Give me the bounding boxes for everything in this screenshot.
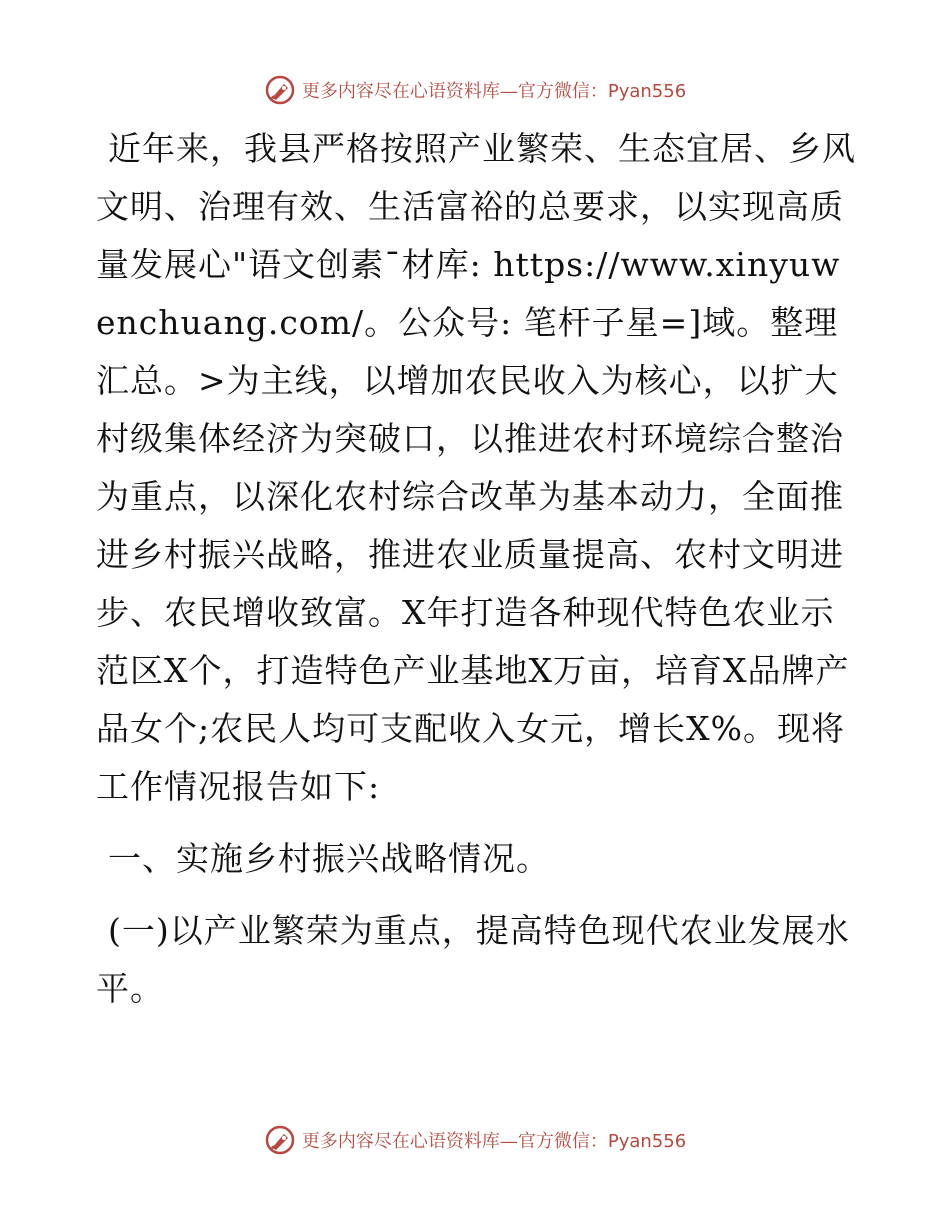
header-official-label: 官方微信： xyxy=(517,81,608,102)
footer-official-label: 官方微信： xyxy=(517,1131,608,1152)
header-site-text: 更多内容尽在心语资料库 xyxy=(301,81,500,102)
header-banner xyxy=(0,70,950,110)
header-banner-text xyxy=(302,77,686,103)
footer-banner-text xyxy=(302,1127,686,1153)
footer-site-text: 更多内容尽在心语资料库 xyxy=(301,1131,500,1152)
pen-nib-icon xyxy=(264,74,296,106)
header-handle: Pyan556 xyxy=(607,81,687,102)
section-heading-2: (一)以产业繁荣为重点，提高特色现代农业发展水平。 xyxy=(96,911,850,1008)
footer-banner xyxy=(0,1120,950,1160)
header-separator: — xyxy=(499,81,518,102)
pen-nib-icon xyxy=(264,1124,296,1156)
footer-handle: Pyan556 xyxy=(607,1131,687,1152)
footer-separator: — xyxy=(499,1131,518,1152)
section-heading-1: 一、实施乡村振兴战略情况。 xyxy=(108,839,550,878)
document-body xyxy=(96,120,856,1018)
body-paragraph: 近年来，我县严格按照产业繁荣、生态宜居、乡风文明、治理有效、生活富裕的总要求，以实现高质量发展心"语文创素¯材库: https://www.xinyuwenchuang.com/。公众号: 笔杆子星=]域。整理汇总。>为主线，以增加农民收入为核心，以扩大村级集体经济为突破口，以推进农村环境综合整治为重点，以深化农村综合改革为基本动力，全面推进乡村振兴战略，推进农业质量提高、农村文明进步、农民增收致富。X年打造各种现代特色农业示范区X个，打造特色产业基地X万亩，培育X品牌产品女个;农民人均可支配收入女元，增长X%。现将工作情况报告如下: xyxy=(96,129,856,806)
